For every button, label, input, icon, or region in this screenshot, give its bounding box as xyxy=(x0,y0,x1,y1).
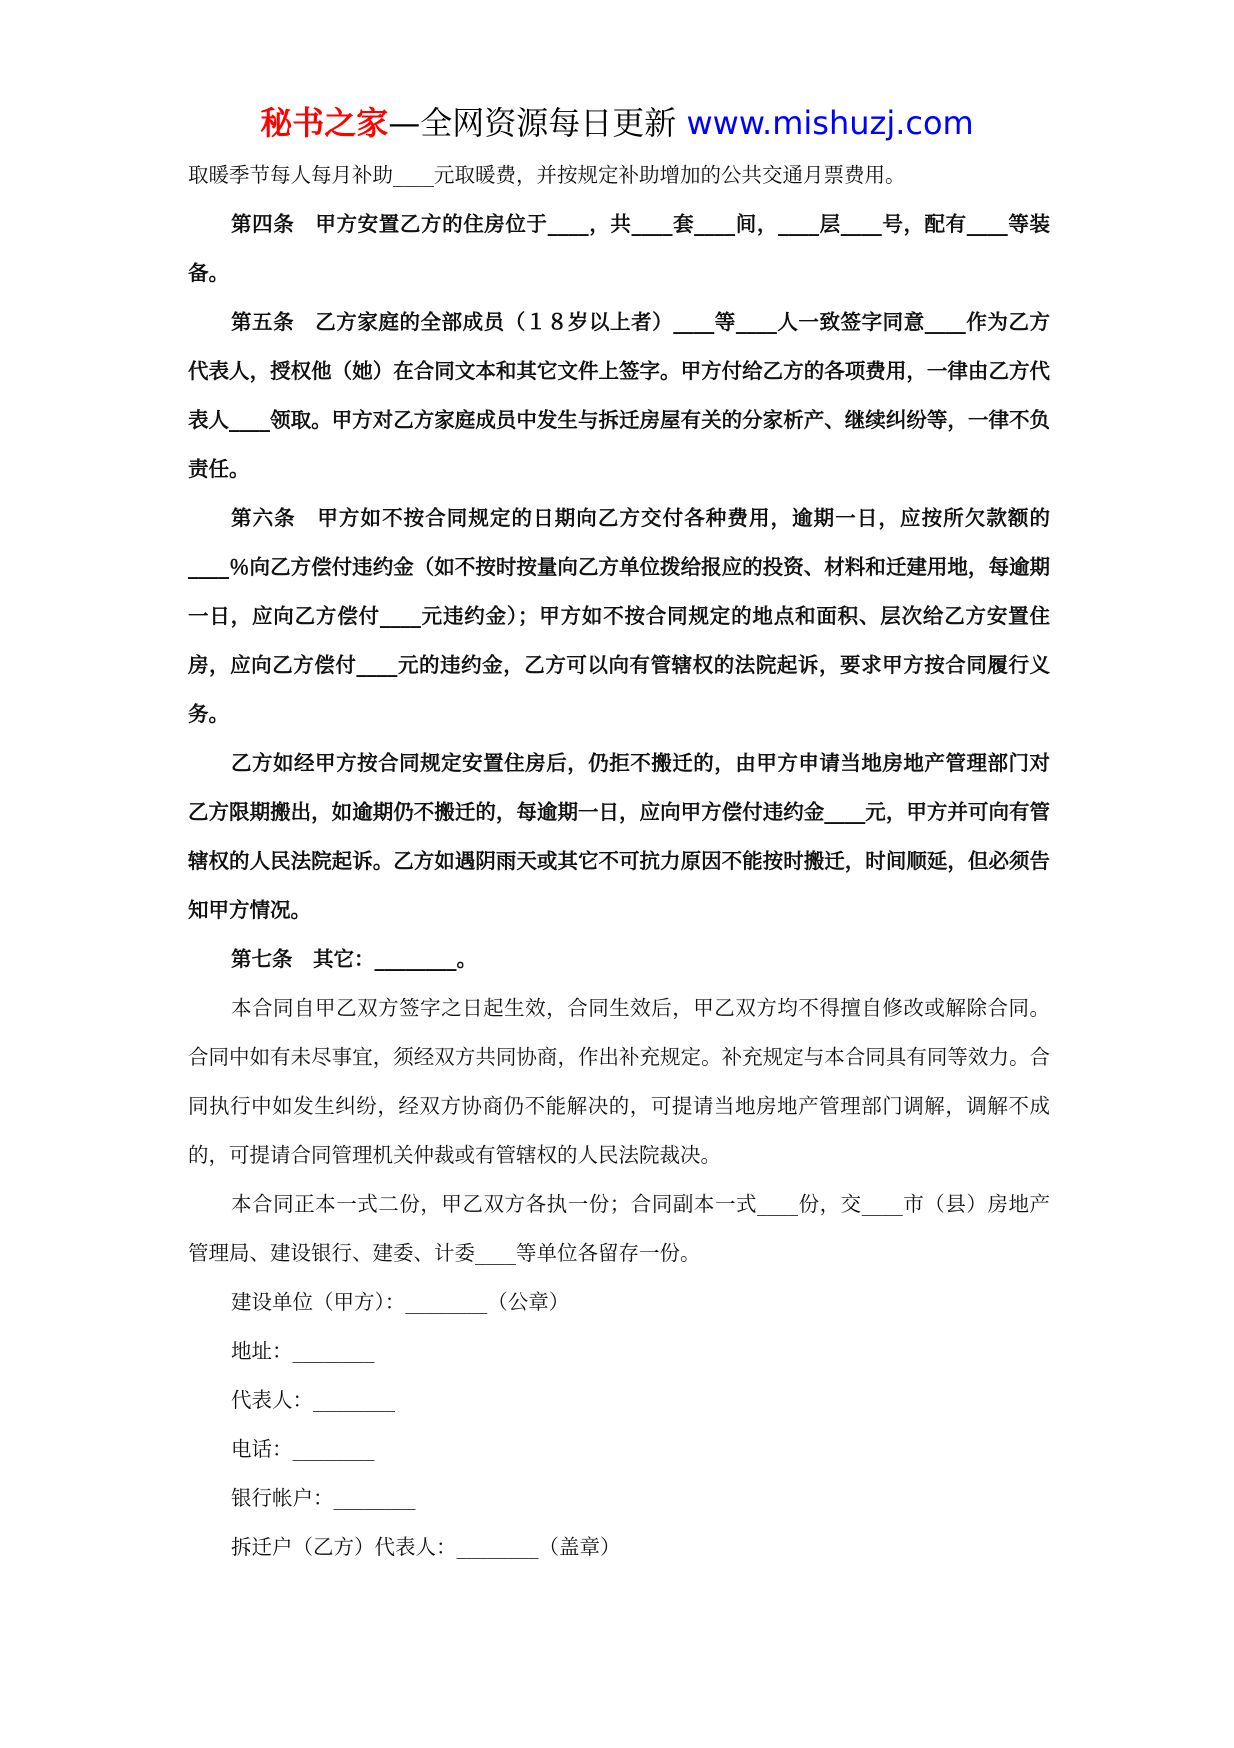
signature-relocatee: 拆迁户（乙方）代表人：________（盖章） xyxy=(231,1535,621,1559)
site-url[interactable]: www.mishuzj.com xyxy=(686,104,974,142)
article-7: 第七条 其它：________。 xyxy=(231,947,477,971)
article-4: 第四条 甲方安置乙方的住房位于____，共____套____间，____层____号，配有____等装备。 xyxy=(188,212,1050,285)
page-header xyxy=(0,100,1234,146)
site-tagline: —全网资源每日更新 xyxy=(388,104,687,142)
signature-builder: 建设单位（甲方）：________（公章） xyxy=(231,1290,570,1314)
paragraph-heating-subsidy: 取暖季节每人每月补助____元取暖费，并按规定补助增加的公共交通月票费用。 xyxy=(188,163,906,187)
paragraph-effectiveness: 本合同自甲乙双方签字之日起生效，合同生效后，甲乙双方均不得擅自修改或解除合同。合同中如有未尽事宜，须经双方共同协商，作出补充规定。补充规定与本合同具有同等效力。合同执行中如发生纠纷，经双方协商仍不能解决的，可提请当地房地产管理部门调解，调解不成的，可提请合同管理机关仲裁或有管辖权的人民法院裁决。 xyxy=(188,996,1050,1167)
article-6: 第六条 甲方如不按合同规定的日期向乙方交付各种费用，逾期一日，应按所欠款额的____％向乙方偿付违约金（如不按时按量向乙方单位拨给报应的投资、材料和迁建用地，每逾期一日，应向乙方偿付____元违约金）；甲方如不按合同规定的地点和面积、层次给乙方安置住房，应向乙方偿付____元的违约金，乙方可以向有管辖权的法院起诉，要求甲方按合同履行义务。 xyxy=(188,506,1050,726)
signature-phone: 电话：________ xyxy=(231,1437,375,1461)
article-5: 第五条 乙方家庭的全部成员（１８岁以上者）____等____人一致签字同意____作为乙方代表人，授权他（她）在合同文本和其它文件上签字。甲方付给乙方的各项费用，一律由乙方代表人____领取。甲方对乙方家庭成员中发生与拆迁房屋有关的分家析产、继续纠纷等，一律不负责任。 xyxy=(188,310,1050,481)
signature-address: 地址：________ xyxy=(231,1339,375,1363)
signature-bank-account: 银行帐户：________ xyxy=(231,1486,416,1510)
article-6-continued: 乙方如经甲方按合同规定安置住房后，仍拒不搬迁的，由甲方申请当地房地产管理部门对乙方限期搬出，如逾期仍不搬迁的，每逾期一日，应向甲方偿付违约金____元，甲方并可向有管辖权的人民法院起诉。乙方如遇阴雨天或其它不可抗力原因不能按时搬迁，时间顺延，但必须告知甲方情况。 xyxy=(188,751,1050,922)
paragraph-copies: 本合同正本一式二份，甲乙双方各执一份；合同副本一式____份，交____市（县）房地产管理局、建设银行、建委、计委____等单位各留存一份。 xyxy=(188,1192,1050,1265)
contract-body xyxy=(188,151,1050,1572)
site-brand: 秘书之家 xyxy=(260,104,389,142)
signature-block xyxy=(188,1278,1050,1572)
signature-representative: 代表人：________ xyxy=(231,1388,395,1412)
